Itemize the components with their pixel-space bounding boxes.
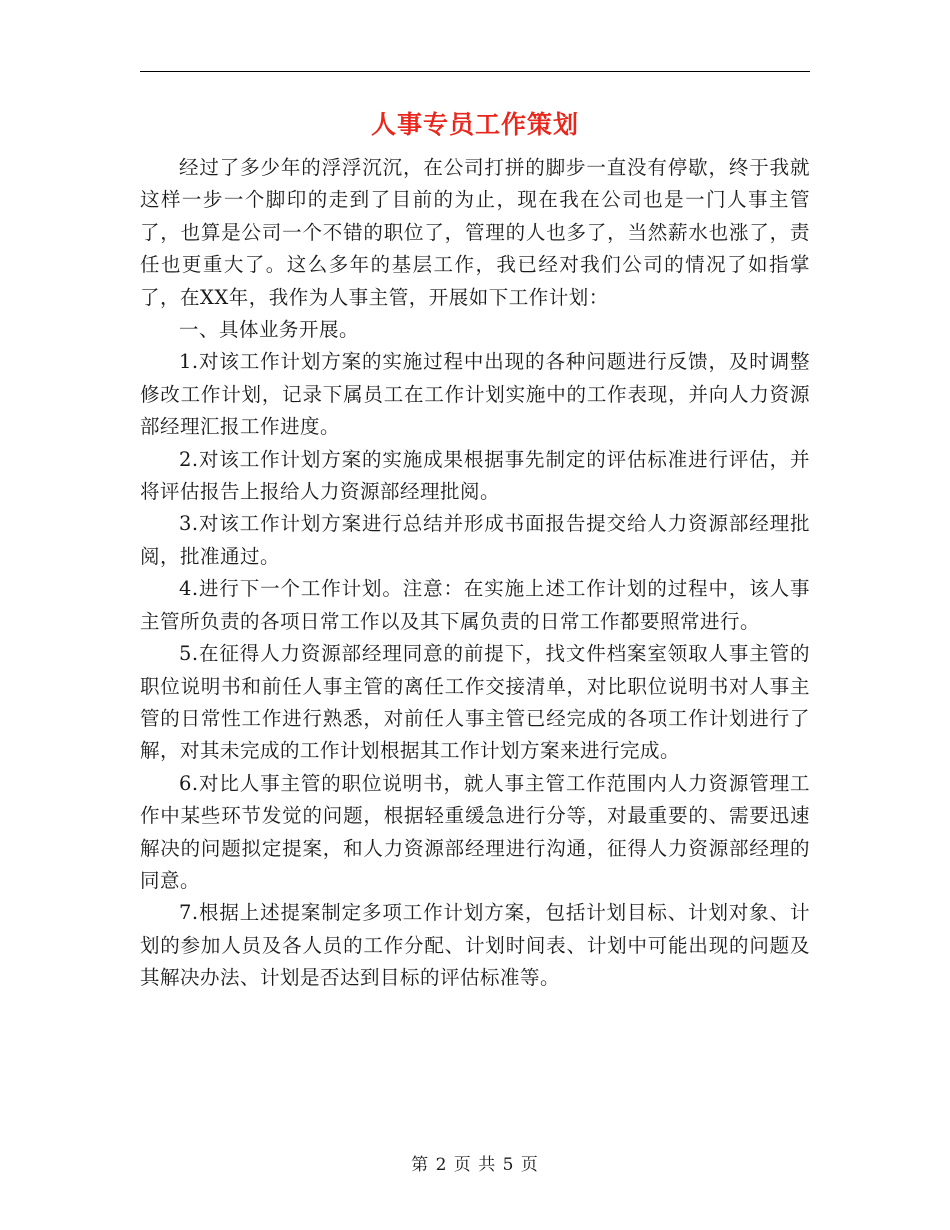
paragraph-item-7: 7.根据上述提案制定多项工作计划方案，包括计划目标、计划对象、计划的参加人员及各人员的工作分配、计划时间表、计划中可能出现的问题及其解决办法、计划是否达到目标的评估标准等。 (140, 901, 810, 990)
paragraph-intro: 经过了多少年的浮浮沉沉，在公司打拼的脚步一直没有停歇，终于我就这样一步一个脚印的走到了目前的为止，现在我在公司也是一门人事主管了，也算是公司一个不错的职位了，管理的人也多了，当然薪水也涨了，责任也更重大了。这么多年的基层工作，我已经对我们公司的情况了如指掌了，在XX年，我作为人事主管，开展如下工作计划： (140, 156, 810, 309)
paragraph-item-6: 6.对比人事主管的职位说明书，就人事主管工作范围内人力资源管理工作中某些环节发觉的问题，根据轻重缓急进行分等，对最重要的、需要迅速解决的问题拟定提案，和人力资源部经理进行沟通，征得人力资源部经理的同意。 (140, 771, 810, 892)
paragraph-item-5: 5.在征得人力资源部经理同意的前提下，找文件档案室领取人事主管的职位说明书和前任人事主管的离任工作交接清单，对比职位说明书对人事主管的日常性工作进行熟悉，对前任人事主管已经完成的各项工作计划进行了解，对其未完成的工作计划根据其工作计划方案来进行完成。 (140, 642, 810, 763)
paragraph-item-2: 2.对该工作计划方案的实施成果根据事先制定的评估标准进行评估，并将评估报告上报给人力资源部经理批阅。 (140, 447, 810, 504)
paragraph-item-3: 3.对该工作计划方案进行总结并形成书面报告提交给人力资源部经理批阅，批准通过。 (140, 512, 810, 568)
section-heading: 一、具体业务开展。 (179, 318, 360, 342)
page-number-label: 第 2 页 共 5 页 (411, 1155, 539, 1175)
page-number-footer (0, 1153, 950, 1177)
document-title: 人事专员工作策划 (370, 110, 579, 139)
paragraph-item-1: 1.对该工作计划方案的实施过程中出现的各种问题进行反馈，及时调整修改工作计划，记录下属员工在工作计划实施中的工作表现，并向人力资源部经理汇报工作进度。 (140, 350, 810, 439)
header-rule (140, 71, 810, 72)
paragraph-item-4: 4.进行下一个工作计划。注意：在实施上述工作计划的过程中，该人事主管所负责的各项日常工作以及其下属负责的日常工作都要照常进行。 (140, 577, 810, 633)
document-body (140, 152, 810, 995)
